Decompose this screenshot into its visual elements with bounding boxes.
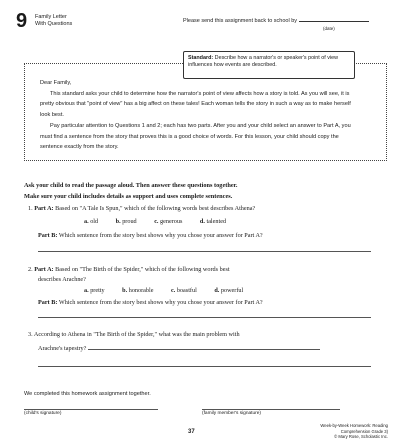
child-signature-label: (child's signature) bbox=[24, 411, 62, 416]
choice-text: honorable bbox=[128, 287, 154, 294]
answer-line-2[interactable] bbox=[38, 317, 371, 318]
choice-text: talented bbox=[206, 218, 227, 225]
question-number: 2. bbox=[28, 266, 33, 273]
question-1-part-b bbox=[38, 232, 263, 240]
send-back-text: Please send this assignment back to school by bbox=[183, 18, 298, 24]
question-text: Which sentence from the story best shows why you chose your answer for Part A? bbox=[58, 299, 263, 306]
question-text: Which sentence from the story best shows why you chose your answer for Part A? bbox=[58, 232, 263, 239]
letter-greeting: Dear Family, bbox=[40, 80, 72, 86]
choice-text: old bbox=[90, 218, 99, 225]
family-letter-text bbox=[40, 78, 356, 153]
choice-text: pretty bbox=[90, 287, 105, 294]
choice-b[interactable] bbox=[122, 287, 153, 294]
credit-line-2: © Mary Rose, Scholastic Inc. bbox=[334, 434, 388, 439]
choice-b[interactable] bbox=[116, 218, 137, 225]
choice-letter: b. bbox=[122, 287, 128, 294]
choice-a[interactable] bbox=[84, 287, 105, 294]
choice-c[interactable] bbox=[171, 287, 197, 294]
question-1-choices bbox=[84, 218, 242, 225]
part-b-label: Part B: bbox=[38, 299, 58, 306]
question-2-choices bbox=[84, 287, 259, 294]
completion-statement: We completed this homework assignment together. bbox=[24, 391, 151, 397]
question-number: 1. bbox=[28, 205, 33, 212]
family-signature-line[interactable] bbox=[202, 409, 340, 410]
publisher-credit bbox=[298, 423, 388, 440]
part-a-label: Part A: bbox=[34, 266, 54, 273]
question-text: Based on "The Birth of the Spider," which of the following words best bbox=[55, 266, 230, 273]
choice-text: powerful bbox=[220, 287, 244, 294]
question-3 bbox=[28, 331, 240, 339]
choice-text: boastful bbox=[176, 287, 197, 294]
answer-line-3b[interactable] bbox=[38, 366, 371, 367]
question-text: Arachne's tapestry? bbox=[38, 345, 87, 352]
page-number: 37 bbox=[188, 429, 195, 435]
child-signature-line[interactable] bbox=[24, 409, 158, 410]
standard-text: Describe how a narrator's or speaker's point of view influences how events are described. bbox=[188, 55, 339, 68]
question-3-cont bbox=[38, 345, 320, 353]
standard-label: Standard: bbox=[188, 55, 214, 61]
choice-text: generous bbox=[160, 218, 183, 225]
question-2-part-b bbox=[38, 299, 263, 307]
letter-paragraph-2: Pay particular attention to Questions 1 and 2; each has two parts. After you and your child select an answer to Part A, you must find a sentence from the story that proves this is a good choice of words. For this lesson, your child should copy the sentence exactly from the story. bbox=[40, 122, 351, 151]
choice-letter: c. bbox=[171, 287, 176, 294]
choice-a[interactable] bbox=[84, 218, 98, 225]
part-a-label: Part A: bbox=[34, 205, 54, 212]
question-text: According to Athena in "The Birth of the Spider," what was the main problem with bbox=[33, 331, 240, 338]
answer-line-1[interactable] bbox=[38, 251, 371, 252]
date-label: (date) bbox=[323, 26, 335, 31]
question-number: 3. bbox=[28, 331, 33, 338]
choice-letter: d. bbox=[214, 287, 220, 294]
choice-letter: a. bbox=[84, 287, 89, 294]
question-2-part-a-cont: describes Arachne? bbox=[38, 276, 86, 283]
choice-text: proud bbox=[122, 218, 137, 225]
instructions-line-2: Make sure your child includes details as support and uses complete sentences. bbox=[24, 192, 233, 200]
choice-d[interactable] bbox=[214, 287, 243, 294]
choice-letter: c. bbox=[154, 218, 159, 225]
credit-line-1: Week-by-Week Homework: Reading Comprehension Grade 3) bbox=[320, 423, 388, 434]
standard-box bbox=[183, 51, 355, 79]
unit-title-line2: With Questions bbox=[35, 20, 73, 27]
unit-number: 9 bbox=[16, 10, 28, 32]
question-2-part-a bbox=[28, 266, 230, 274]
choice-c[interactable] bbox=[154, 218, 182, 225]
instructions-line-1: Ask your child to read the passage aloud. Then answer these questions together. bbox=[24, 182, 238, 189]
choice-d[interactable] bbox=[200, 218, 226, 225]
unit-title-line1: Family Letter bbox=[35, 14, 67, 20]
letter-paragraph-1: This standard asks your child to determine how the narrator's point of view affects how a story is told. As you will see, it is pretty obvious that "point of view" has a big affect on these tales! Each woman tells the story in such a way as to make herself look best. bbox=[40, 90, 351, 119]
choice-letter: b. bbox=[115, 218, 121, 225]
answer-line-3a[interactable] bbox=[88, 345, 320, 350]
family-signature-label: (family member's signature) bbox=[202, 411, 262, 416]
part-b-label: Part B: bbox=[38, 232, 58, 239]
question-1-part-a bbox=[28, 205, 255, 213]
question-text: Based on "A Tale Is Spun," which of the following words best describes Athena? bbox=[55, 205, 256, 212]
instructions bbox=[24, 181, 374, 202]
unit-title bbox=[35, 14, 72, 27]
date-blank[interactable] bbox=[299, 17, 369, 22]
choice-letter: d. bbox=[199, 218, 205, 225]
choice-letter: a. bbox=[84, 218, 89, 225]
send-back-instruction bbox=[183, 17, 369, 25]
